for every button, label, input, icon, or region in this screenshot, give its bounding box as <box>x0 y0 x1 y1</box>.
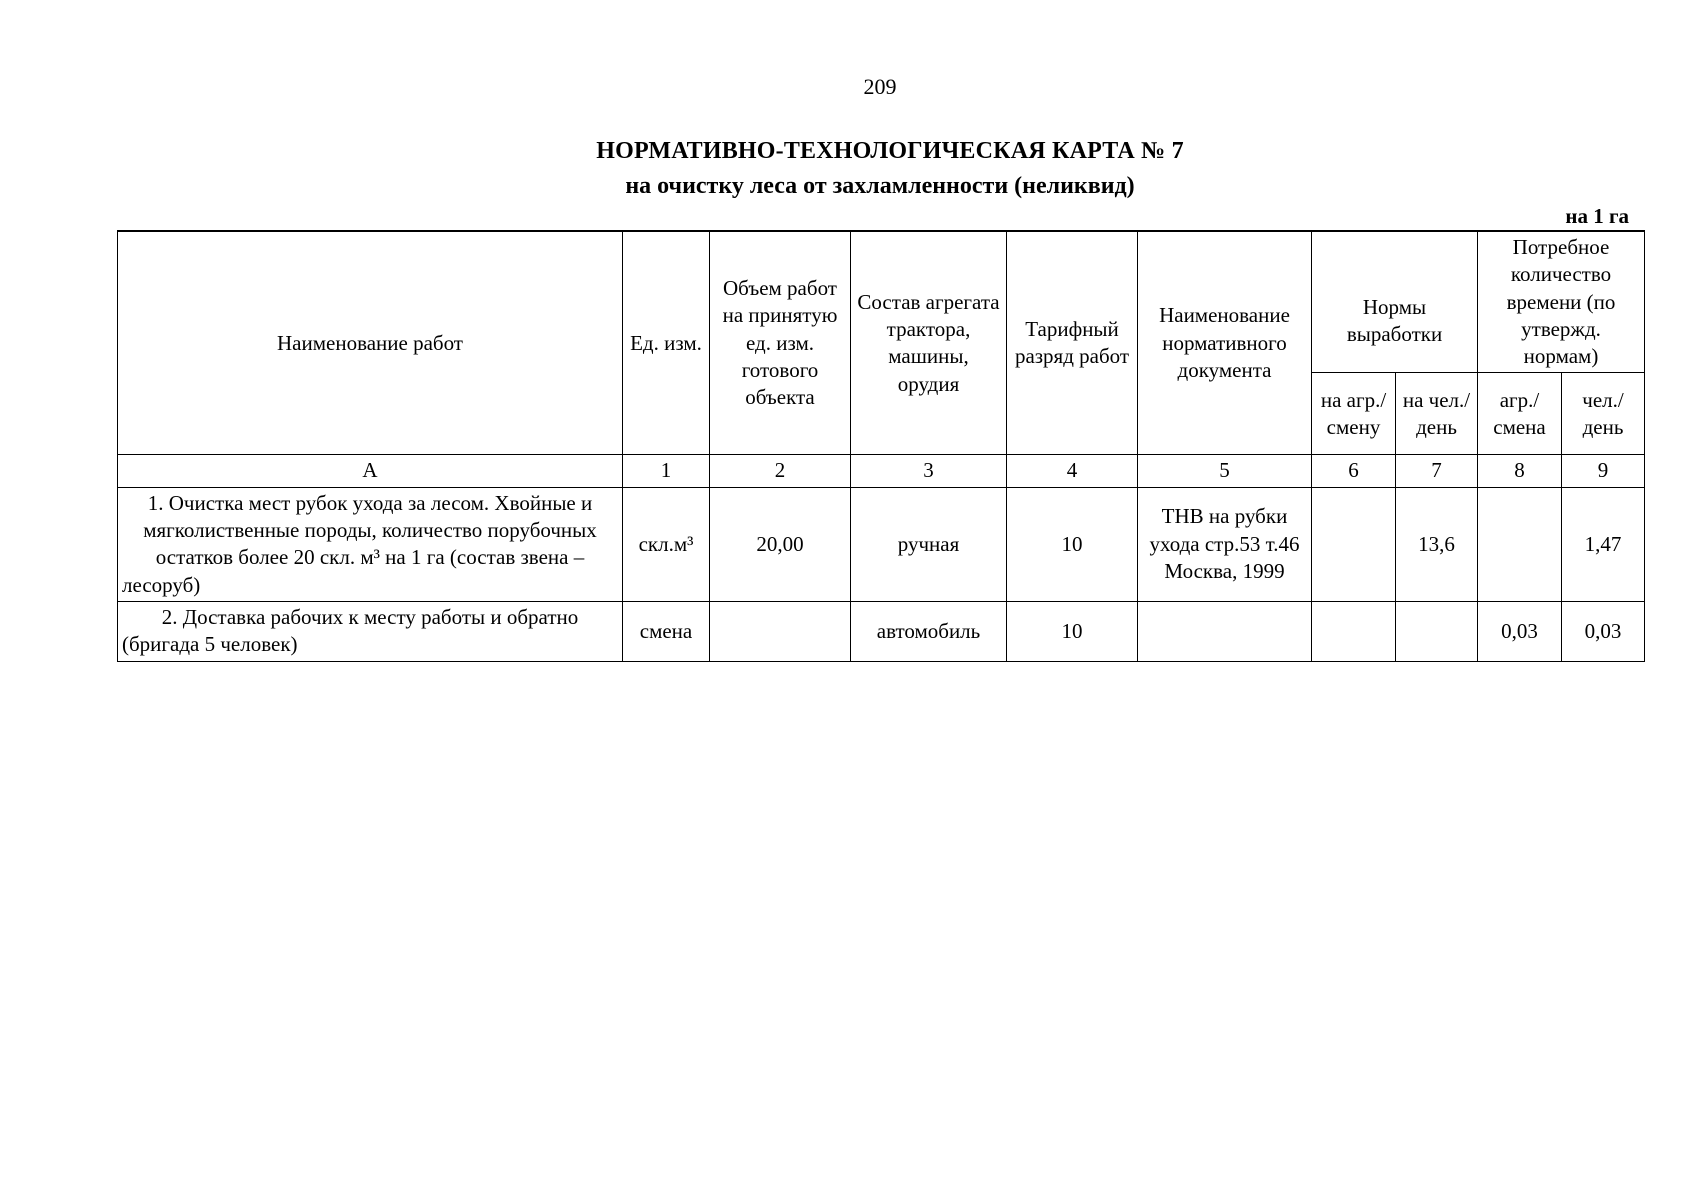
cell-norms-agr <box>1312 601 1396 661</box>
column-index: 6 <box>1312 455 1396 487</box>
cell-time-agr: 0,03 <box>1478 601 1562 661</box>
cell-time-agr <box>1478 487 1562 601</box>
column-index: 8 <box>1478 455 1562 487</box>
header-norms-man: на чел./ день <box>1396 373 1478 455</box>
cell-work-name: 2. Доставка рабочих к месту работы и обратно (бригада 5 человек) <box>118 601 623 661</box>
cell-document <box>1138 601 1312 661</box>
cell-tariff: 10 <box>1007 487 1138 601</box>
cell-norms-man <box>1396 601 1478 661</box>
column-index: А <box>118 455 623 487</box>
header-aggregate: Состав агрегата трактора, машины, орудия <box>851 231 1007 455</box>
cell-norms-man: 13,6 <box>1396 487 1478 601</box>
cell-work-name: 1. Очистка мест рубок ухода за лесом. Хвойные и мягколиственные породы, количество порубочных остатков более 20 скл. м³ на 1 га (состав звена – лесоруб) <box>118 487 623 601</box>
column-index: 2 <box>710 455 851 487</box>
cell-tariff: 10 <box>1007 601 1138 661</box>
column-index: 1 <box>623 455 710 487</box>
cell-volume: 20,00 <box>710 487 851 601</box>
document-title: НОРМАТИВНО-ТЕХНОЛОГИЧЕСКАЯ КАРТА № 7 <box>596 138 1184 164</box>
header-tariff: Тарифный разряд работ <box>1007 231 1138 455</box>
technology-card-table <box>117 230 1645 662</box>
header-time-agr: агр./ смена <box>1478 373 1562 455</box>
cell-aggregate: автомобиль <box>851 601 1007 661</box>
table-row <box>118 487 1645 601</box>
unit-note: на 1 га <box>1565 204 1629 228</box>
column-index: 4 <box>1007 455 1138 487</box>
cell-volume <box>710 601 851 661</box>
column-index: 3 <box>851 455 1007 487</box>
header-norms-group: Нормы выработки <box>1312 231 1478 373</box>
table-row <box>118 601 1645 661</box>
header-norms-agr: на агр./ смену <box>1312 373 1396 455</box>
column-index: 5 <box>1138 455 1312 487</box>
cell-unit: скл.м³ <box>623 487 710 601</box>
header-document: Наименование нормативного документа <box>1138 231 1312 455</box>
column-index-row <box>118 455 1645 487</box>
column-index: 7 <box>1396 455 1478 487</box>
header-unit: Ед. изм. <box>623 231 710 455</box>
document-subtitle: на очистку леса от захламленности (неликвид) <box>625 173 1135 199</box>
header-time-group: Потребное количество времени (по утвержд. нормам) <box>1478 231 1645 373</box>
cell-norms-agr <box>1312 487 1396 601</box>
cell-time-man: 1,47 <box>1562 487 1645 601</box>
cell-aggregate: ручная <box>851 487 1007 601</box>
column-index: 9 <box>1562 455 1645 487</box>
cell-document: ТНВ на рубки ухода стр.53 т.46 Москва, 1999 <box>1138 487 1312 601</box>
header-work-name: Наименование работ <box>118 231 623 455</box>
page-number: 209 <box>863 74 897 99</box>
header-time-man: чел./ день <box>1562 373 1645 455</box>
header-volume: Объем работ на принятую ед. изм. готового объекта <box>710 231 851 455</box>
cell-time-man: 0,03 <box>1562 601 1645 661</box>
cell-unit: смена <box>623 601 710 661</box>
